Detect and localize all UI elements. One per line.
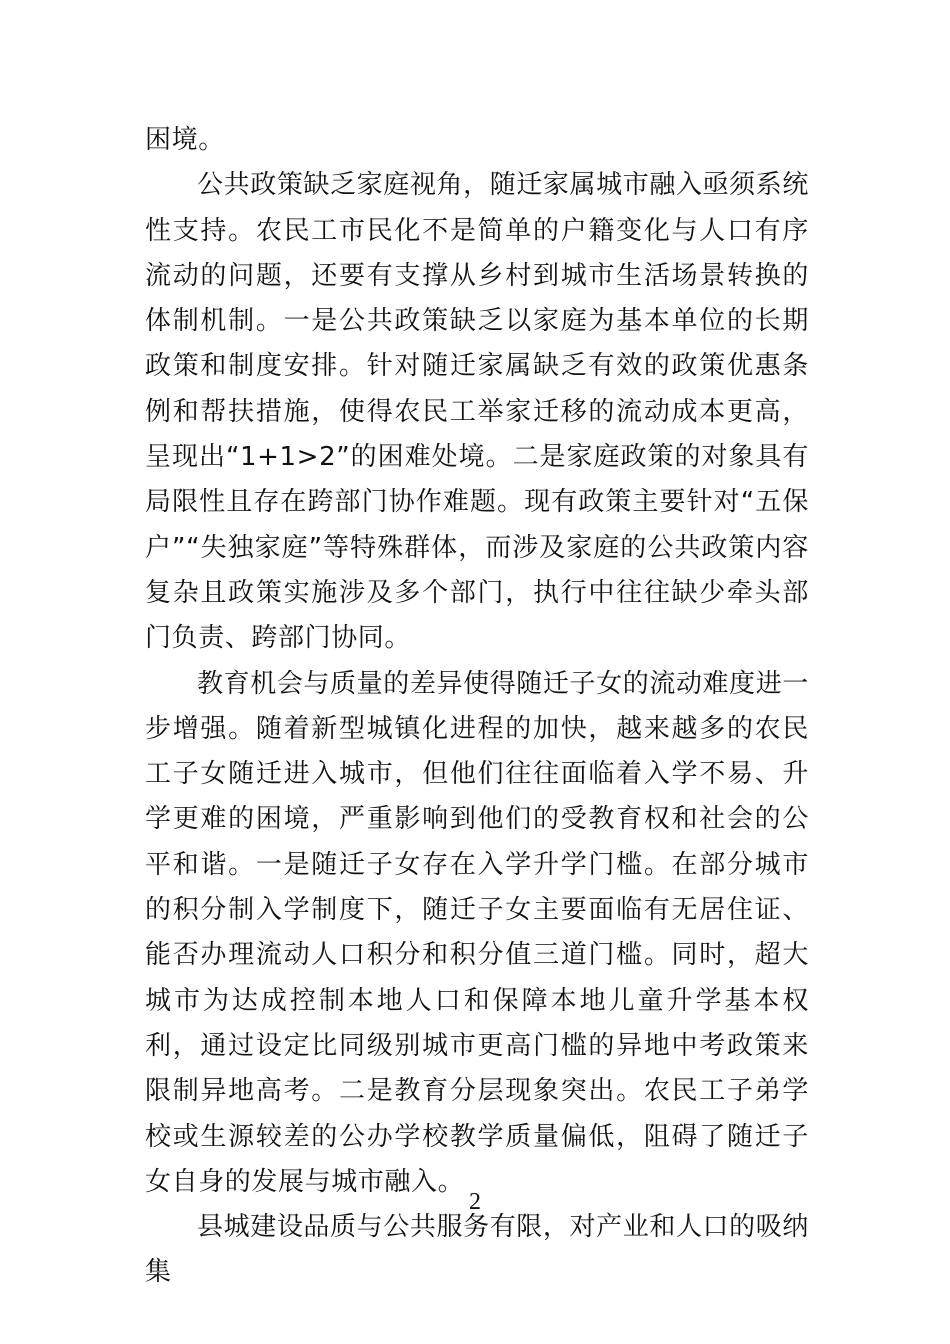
page-number: 2 bbox=[469, 1189, 481, 1215]
paragraph-continuation: 困境。 bbox=[145, 125, 225, 155]
paragraph-public-policy: 公共政策缺乏家庭视角，随迁家属城市融入亟须系统性支持。农民工市民化不是简单的户籍变化与人口有序流动的问题，还要有支撑从乡村到城市生活场景转换的体制机制。一是公共政策缺乏以家庭为基本单位的长期政策和制度安排。针对随迁家属缺乏有效的政策优惠条例和帮扶措施，使得农民工举家迁移的流动成本更高，呈现出“1+1>2”的困难处境。二是家庭政策的对象具有局限性且存在跨部门协作难题。现有政策主要针对“五保户”“失独家庭”等特殊群体，而涉及家庭的公共政策内容复杂且政策实施涉及多个部门，执行中往往缺少牵头部门负责、跨部门协同。 bbox=[145, 170, 809, 654]
paragraph-county-construction: 县城建设品质与公共服务有限，对产业和人口的吸纳集 bbox=[145, 1212, 809, 1288]
paragraph-education: 教育机会与质量的差异使得随迁子女的流动难度进一步增强。随着新型城镇化进程的加快，越来越多的农民工子女随迁进入城市，但他们往往面临着入学不易、升学更难的困境，严重影响到他们的受教育权和社会的公平和谐。一是随迁子女存在入学升学门槛。在部分城市的积分制入学制度下，随迁子女主要面临有无居住证、能否办理流动人口积分和积分值三道门槛。同时，超大城市为达成控制本地人口和保障本地儿童升学基本权利，通过设定比同级别城市更高门槛的异地中考政策来限制异地高考。二是教育分层现象突出。农民工子弟学校或生源较差的公办学校教学质量偏低，阻碍了随迁子女自身的发展与城市融入。 bbox=[145, 668, 809, 1197]
body-text bbox=[145, 118, 809, 1296]
